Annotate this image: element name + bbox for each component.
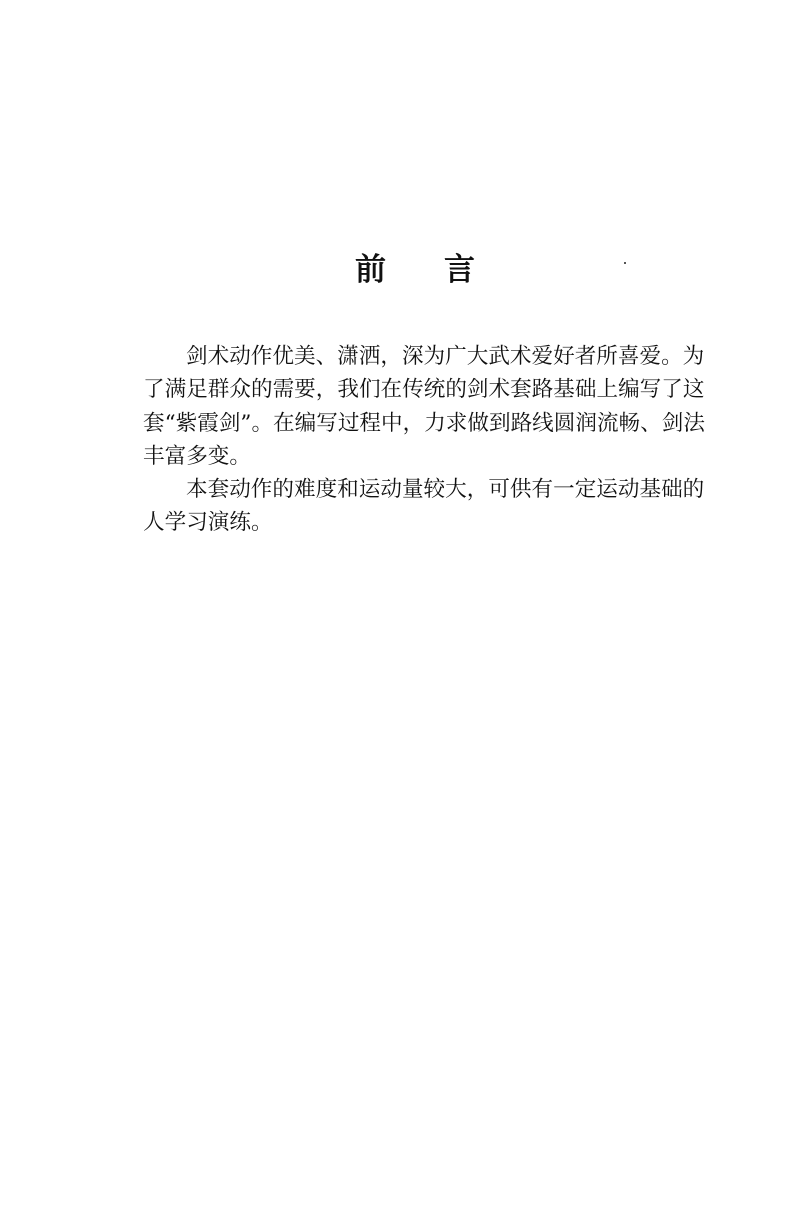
title-char: 言 — [444, 252, 475, 288]
text-line: 丰富多变。 — [143, 443, 251, 469]
text-line: 了满足群众的需要，我们在传统的剑术套路基础上编写了这 — [143, 377, 705, 403]
text-line: 本套动作的难度和运动量较大，可供有一定运动基础的 — [186, 477, 705, 503]
paragraph — [143, 340, 708, 473]
text-line: 人学习演练。 — [143, 510, 273, 536]
page-title — [0, 244, 800, 289]
text-line: 套“紫霞剑”。在编写过程中，力求做到路线圆润流畅、剑法 — [143, 410, 705, 436]
title-char: 前 — [355, 252, 386, 288]
scan-speck — [624, 262, 626, 264]
text-line: 剑术动作优美、潇洒，深为广大武术爱好者所喜爱。为 — [186, 344, 705, 369]
preface-body — [143, 340, 708, 540]
paragraph — [143, 473, 708, 540]
